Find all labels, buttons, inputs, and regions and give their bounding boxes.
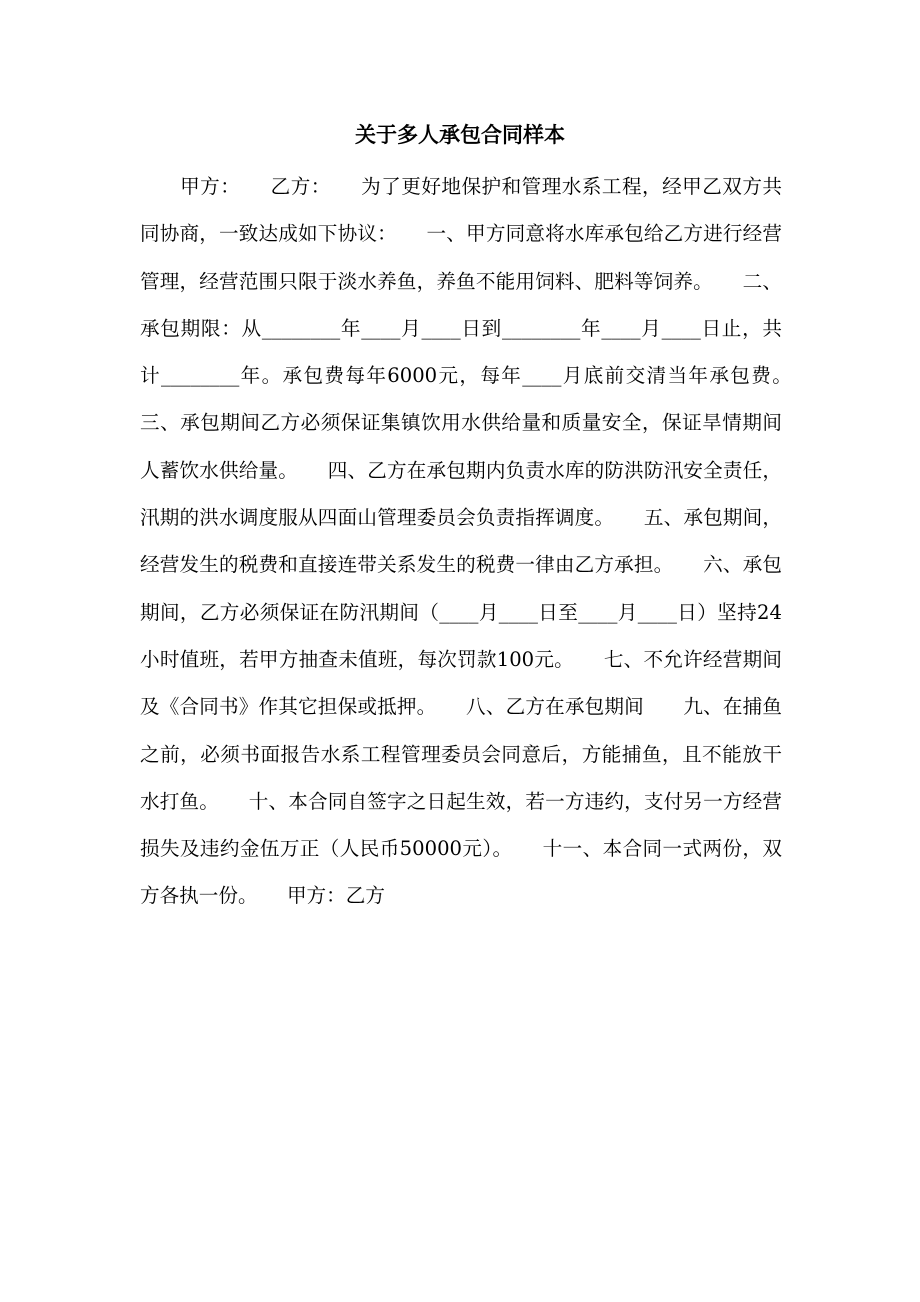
contract-body-text: 甲方： 乙方： 为了更好地保护和管理水系工程，经甲乙双方共同协商，一致达成如下协议： 一、甲方同意将水库承包给乙方进行经营管理，经营范围只限于淡水养鱼，养鱼不能用饲料、肥料等饲养。 二、承包期限：从________年____月____日到________年____月____日止，共计________年。承包费每年6000元，每年____月底前交清当年承包费。 三、承包期间乙方必须保证集镇饮用水供给量和质量安全，保证旱情期间人蓄饮水供给量。 四、乙方在承包期内负责水库的防洪防汛安全责任，汛期的洪水调度服从四面山管理委员会负责指挥调度。 五、承包期间，经营发生的税费和直接连带关系发生的税费一律由乙方承担。 六、承包期间，乙方必须保证在防汛期间（____月____日至____月____日）坚持24小时值班，若甲方抽查未值班，每次罚款100元。 七、不允许经营期间及《合同书》作其它担保或抵押。 八、乙方在承包期间 九、在捕鱼之前，必须书面报告水系工程管理委员会同意后，方能捕鱼，且不能放干水打鱼。 十、本合同自签字之日起生效，若一方违约，支付另一方经营损失及违约金伍万正（人民币50000元）。 十一、本合同一式两份，双方各执一份。 甲方：乙方	[140, 175, 822, 908]
document-title: 关于多人承包合同样本	[355, 123, 565, 147]
contract-body-paragraph	[140, 163, 822, 920]
